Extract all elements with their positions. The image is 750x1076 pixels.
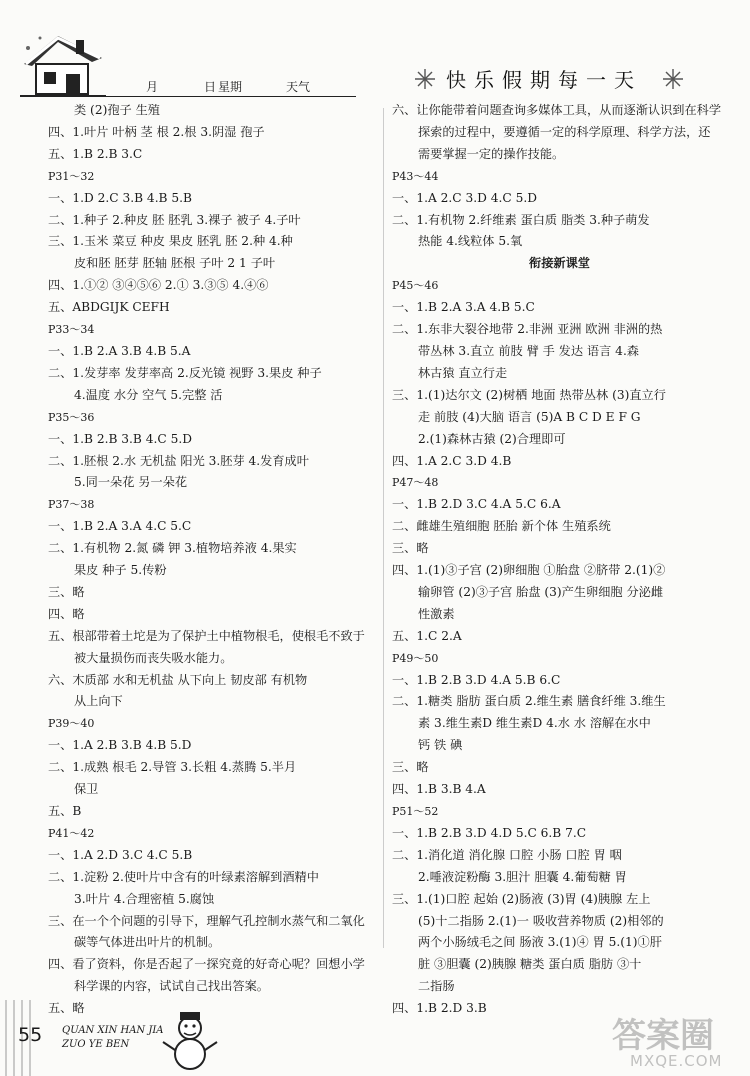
answer-line: 一、1.B 2.B 3.B 4.C 5.D — [48, 431, 192, 446]
answer-line: 二、1.有机物 2.氮 磷 钾 3.植物培养液 4.果实 — [48, 541, 297, 556]
answer-line: 二、1.糖类 脂肪 蛋白质 2.维生素 膳食纤维 3.维生 — [392, 694, 666, 709]
answer-line: 二、1.消化道 消化腺 口腔 小肠 口腔 胃 咽 — [392, 847, 622, 862]
answer-line: 三、1.(1)口腔 起始 (2)肠液 (3)胃 (4)胰腺 左上 — [392, 891, 651, 906]
answer-line: 三、略 — [392, 541, 429, 556]
answer-line: 性激素 — [418, 606, 455, 621]
watermark-main: 答案圈 — [612, 1016, 714, 1056]
page-range-label: P33～34 — [48, 323, 95, 337]
page-range-label: P51～52 — [392, 805, 439, 818]
page-range-label: P37～38 — [48, 498, 95, 512]
answer-line: 一、1.B 2.D 3.C 4.A 5.C 6.A — [392, 497, 561, 512]
page-range-label: P39～40 — [48, 717, 95, 731]
answer-line: 五、1.C 2.A — [392, 628, 462, 643]
answer-line: 一、1.B 2.B 3.D 4.D 5.C 6.B 7.C — [392, 825, 587, 840]
series-line-1: QUAN XIN HAN JIA — [62, 1025, 164, 1036]
answer-line: 三、1.(1)达尔文 (2)树栖 地面 热带丛林 (3)直立行 — [392, 387, 666, 402]
snowman-icon — [160, 1010, 220, 1072]
answer-line: 碳等气体进出叶片的机制。 — [74, 935, 221, 950]
answer-line: 果皮 种子 5.传粉 — [74, 563, 167, 578]
answer-line: 一、1.A 2.C 3.D 4.C 5.D — [392, 190, 538, 205]
answer-line: 一、1.B 2.A 3.A 4.C 5.C — [48, 519, 192, 534]
watermark — [598, 1004, 748, 1074]
answer-line: 二、1.胚根 2.水 无机盐 阳光 3.胚芽 4.发育成叶 — [48, 453, 309, 468]
answer-line: 五、根部带着土坨是为了保护土中植物根毛，使根毛不致于 — [48, 628, 365, 643]
snowflake-icon — [662, 68, 684, 90]
answer-line: 二、1.淀粉 2.使叶片中含有的叶绿素溶解到酒精中 — [48, 869, 319, 884]
answer-line: 五、略 — [48, 1001, 85, 1016]
weather-label: 天气 — [286, 80, 311, 94]
snowflake-icon — [414, 68, 436, 90]
answer-line: 一、1.A 2.D 3.C 4.C 5.B — [48, 847, 193, 862]
answer-line: 被大量损伤而丧失吸水能力。 — [74, 650, 233, 665]
series-name — [62, 1024, 164, 1052]
answer-line: 一、1.A 2.B 3.B 4.B 5.D — [48, 738, 192, 753]
column-divider — [383, 108, 384, 948]
snow-house-icon — [18, 28, 108, 100]
answer-line: 科学课的内容，试试自己找出答案。 — [74, 979, 269, 994]
page-range-label: P43～44 — [392, 169, 439, 183]
answer-line: 二、雌雄生殖细胞 胚胎 新个体 生殖系统 — [392, 519, 611, 534]
answer-line: 保卫 — [74, 782, 99, 797]
section-heading: 衔接新课堂 — [529, 256, 590, 271]
answer-line: 类 (2)孢子 生殖 — [74, 103, 160, 117]
date-fill-line[interactable] — [96, 78, 356, 97]
answer-line: 二、1.成熟 根毛 2.导管 3.长粗 4.蒸腾 5.半月 — [48, 760, 297, 775]
answer-line: 四、1.(1)③子宫 (2)卵细胞 ①胎盘 ②脐带 2.(1)② — [392, 563, 666, 578]
page-number: 55 — [18, 1024, 43, 1046]
answer-line: 一、1.B 2.A 3.A 4.B 5.C — [392, 300, 535, 315]
page-range-label: P47～48 — [392, 476, 439, 490]
answer-line: 脏 ③胆囊 (2)胰腺 糖类 蛋白质 脂肪 ③十 — [418, 957, 642, 972]
answer-line: 5.同一朵花 另一朵花 — [74, 475, 188, 490]
answer-line: 四、1.B 3.B 4.A — [392, 782, 486, 797]
answer-line: 走 前肢 (4)大脑 语言 (5)A B C D E F G — [418, 409, 641, 424]
answer-line: 探索的过程中，要遵循一定的科学原理、科学方法，还 — [418, 124, 711, 139]
answer-line: 二、1.发芽率 发芽率高 2.反光镜 视野 3.果皮 种子 — [48, 365, 322, 380]
header-title-area — [410, 62, 700, 98]
page-range-label: P45～46 — [392, 279, 439, 293]
page-range-label: P41～42 — [48, 826, 95, 840]
answer-line: 2.(1)森林古猿 (2)合理即可 — [418, 431, 566, 446]
answer-line: 六、木质部 水和无机盐 从下向上 韧皮部 有机物 — [48, 672, 308, 687]
answer-line: (5)十二指肠 2.(1)一 吸收营养物质 (2)相邻的 — [418, 913, 664, 928]
answer-line: 二指肠 — [418, 979, 455, 994]
answer-line: 五、ABDGIJK CEFH — [48, 300, 170, 315]
answer-line: 五、1.B 2.B 3.C — [48, 146, 143, 161]
answer-line: 三、略 — [392, 760, 429, 775]
answer-line: 3.叶片 4.合理密植 5.腐蚀 — [74, 891, 215, 906]
answer-line: 四、略 — [48, 606, 85, 621]
answer-line: 素 3.维生素D 维生素D 4.水 水 溶解在水中 — [418, 716, 651, 731]
answer-line: 四、看了资料，你是否起了一探究竟的好奇心呢？回想小学 — [48, 957, 365, 972]
answer-line: 一、1.B 2.B 3.D 4.A 5.B 6.C — [392, 672, 561, 687]
answer-line: 一、1.B 2.A 3.B 4.B 5.A — [48, 343, 191, 358]
month-label: 月 — [146, 80, 159, 94]
answer-line: 一、1.D 2.C 3.B 4.B 5.B — [48, 190, 192, 205]
answer-line: 二、1.东非大裂谷地带 2.非洲 亚洲 欧洲 非洲的热 — [392, 322, 663, 337]
answer-line: 带丛林 3.直立 前肢 臂 手 发达 语言 4.森 — [418, 343, 639, 358]
answer-line: 六、让你能带着问题查询多媒体工具，从而逐渐认识到在科学 — [392, 103, 722, 117]
answer-line: 林古猿 直立行走 — [418, 365, 508, 380]
answer-line: 需要掌握一定的操作技能。 — [418, 146, 565, 161]
answer-line: 四、1.叶片 叶柄 茎 根 2.根 3.阴湿 孢子 — [48, 124, 265, 139]
answer-line: 4.温度 水分 空气 5.完整 活 — [74, 387, 223, 402]
day-label: 日 — [204, 80, 217, 94]
watermark-sub: MXQE.COM — [630, 1052, 723, 1070]
page-range-label: P35～36 — [48, 410, 95, 424]
answer-line: 输卵管 (2)③子宫 胎盘 (3)产生卵细胞 分泌雌 — [418, 584, 664, 599]
answer-line: 两个小肠绒毛之间 肠液 3.(1)④ 胃 5.(1)①肝 — [418, 935, 662, 950]
answer-line: 钙 铁 碘 — [418, 738, 463, 753]
answer-line: 四、1.①② ③④⑤⑥ 2.① 3.③⑤ 4.④⑥ — [48, 278, 269, 293]
answers-right-column — [392, 100, 727, 1020]
answer-line: 从上向下 — [74, 694, 123, 709]
page-range-label: P49～50 — [392, 651, 439, 665]
page-header — [0, 0, 750, 110]
page-range-label: P31～32 — [48, 169, 95, 183]
answer-line: 三、略 — [48, 584, 85, 599]
answer-line: 三、1.玉米 菜豆 种皮 果皮 胚乳 胚 2.种 4.种 — [48, 234, 293, 249]
page-title: 快乐假期每一天 — [446, 68, 642, 92]
answer-line: 四、1.B 2.D 3.B — [392, 1001, 487, 1016]
answer-line: 热能 4.线粒体 5.氧 — [418, 234, 523, 249]
answer-line: 二、1.种子 2.种皮 胚 胚乳 3.裸子 被子 4.子叶 — [48, 212, 301, 227]
answers-left-column — [48, 100, 378, 1020]
answer-line: 二、1.有机物 2.纤维素 蛋白质 脂类 3.种子萌发 — [392, 212, 650, 227]
answer-line: 皮和胚 胚芽 胚轴 胚根 子叶 2 1 子叶 — [74, 256, 276, 271]
answer-line: 四、1.A 2.C 3.D 4.B — [392, 453, 512, 468]
answer-line: 五、B — [48, 804, 82, 818]
answer-line: 三、在一个个问题的引导下，理解气孔控制水蒸气和二氧化 — [48, 913, 365, 928]
series-line-2: ZUO YE BEN — [62, 1039, 130, 1050]
weekday-label: 星期 — [218, 80, 243, 94]
answer-line: 2.唾液淀粉酶 3.胆汁 胆囊 4.葡萄糖 胃 — [418, 869, 627, 884]
